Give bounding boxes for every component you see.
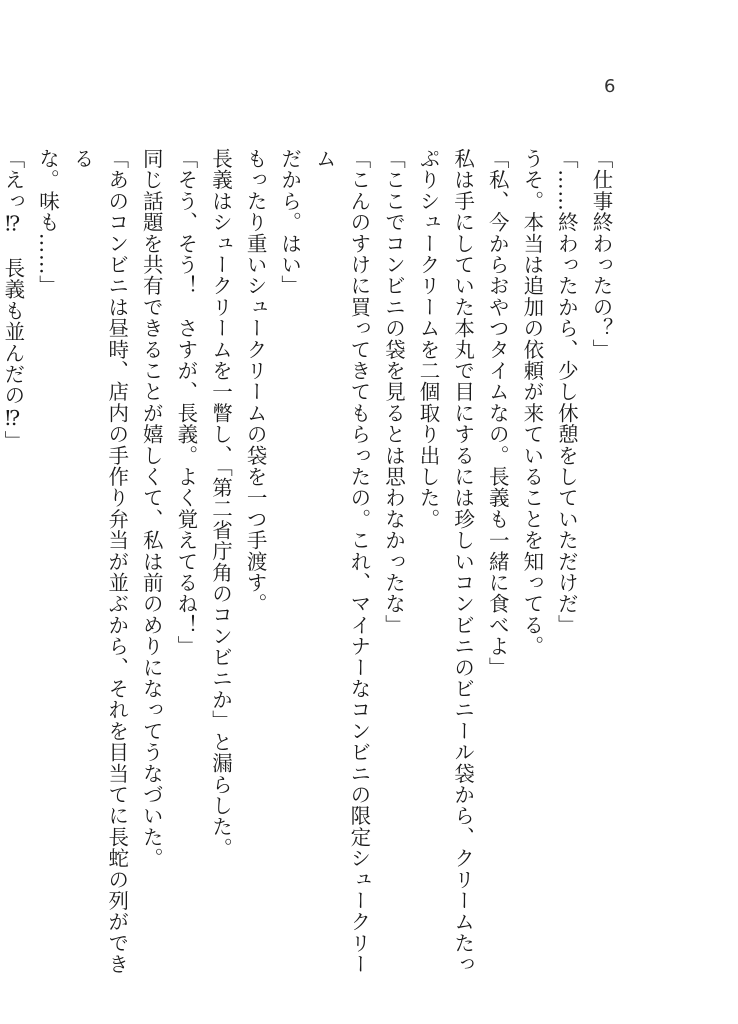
page-number: 6 (604, 76, 616, 97)
text-line: 「えっ⁉ 長義も並んだの⁉」 (0, 148, 25, 452)
text-line: 同じ話題を共有できることが嬉しくて、私は前のめりになってうなづいた。 (139, 148, 164, 869)
text-line: うそ。本当は追加の依頼が来ていることを知ってる。 (519, 148, 544, 657)
vertical-text-body (0, 148, 618, 978)
text-line: もったり重いシュークリームの袋を一つ手渡す。 (243, 148, 268, 615)
text-line: 「……終わったから、少し休憩をしていただけだ」 (554, 148, 579, 636)
text-line: だから。はい」 (277, 148, 302, 297)
text-line: 「仕事終わったの？」 (589, 148, 613, 360)
text-line: 「こんのすけに買ってきてもらったの。これ、マイナーなコンビニの限定シュークリーム (312, 148, 371, 975)
text-line: 「そう、そう！ さすが、長義。よく覚えてるね！」 (173, 148, 198, 657)
text-line: 長義はシュークリームを一瞥し、「第二省庁角のコンビニか」と漏らした。 (208, 148, 233, 859)
text-line: な。味も……」 (35, 148, 60, 297)
text-line: 「あのコンビニは昼時、店内の手作り弁当が並ぶから、それを目当てに長蛇の列ができる (70, 148, 129, 975)
text-line: 「ここでコンビニの袋を見るとは思わなかったな」 (381, 148, 406, 636)
text-line: ぷりシュークリームを二個取り出した。 (416, 148, 441, 530)
text-line: 「私、今からおやつタイムなの。長義も一緒に食べよ」 (485, 148, 510, 678)
text-line: 私は手にしていた本丸で目にするには珍しいコンビニのビニール袋から、クリームたっ (450, 148, 475, 975)
